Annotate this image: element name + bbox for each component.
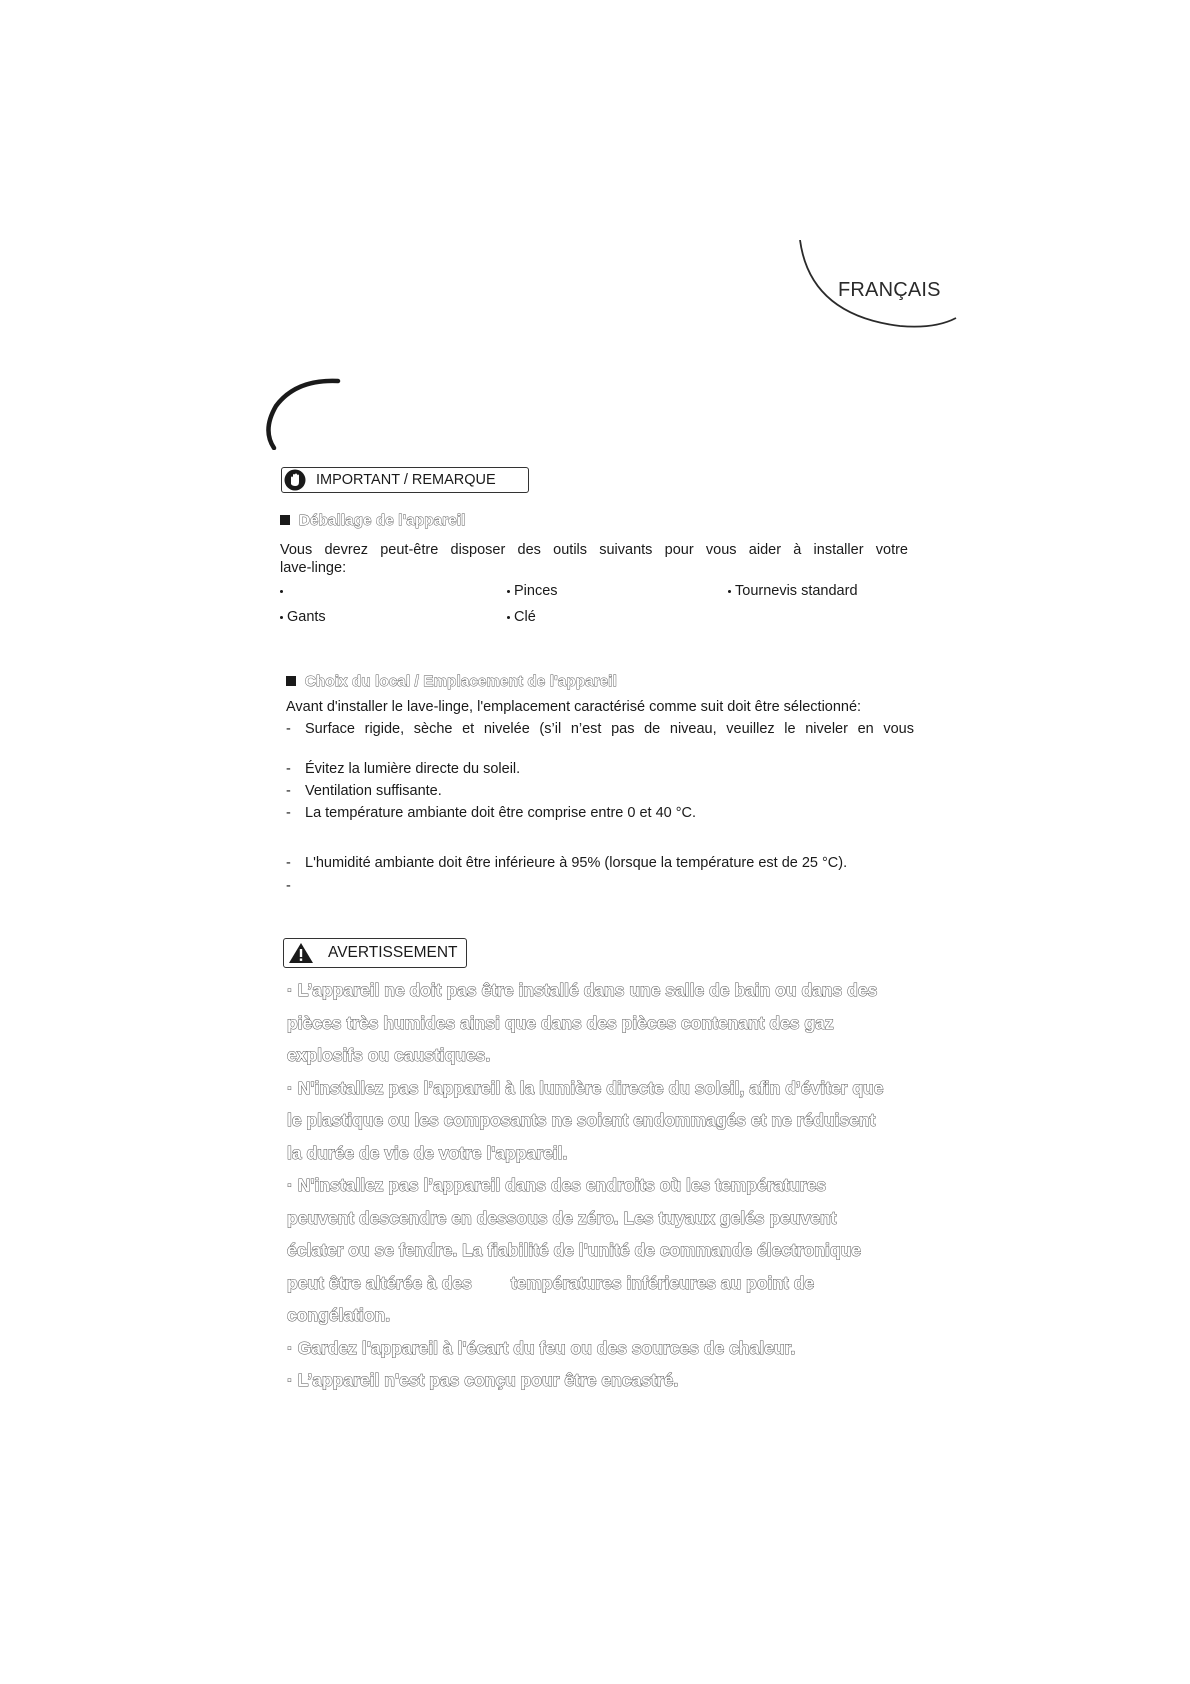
location-intro: Avant d'installer le lave-linge, l'emplacement caractérisé comme suit doit être sélectionné: [286,699,862,715]
warning-line: congélation. [287,1305,391,1325]
requirement-item: - [286,878,291,894]
language-label: FRANÇAIS [838,279,941,301]
location-heading: Choix du local / Emplacement de l'appareil [286,673,617,690]
warning-line: peut être altérée à des températures inférieures au point de [287,1273,815,1293]
unpacking-heading: Déballage de l'appareil [280,512,466,529]
tool-item: Pinces [507,583,558,599]
requirement-item: - Surface rigide, sèche et nivelée (s’il n’est pas de niveau, veuillez le niveler en vous [286,721,914,737]
warning-line: · L’appareil n'est pas conçu pour être encastré. [287,1370,679,1390]
warning-line: peuvent descendre en dessous de zéro. Les tuyaux gelés peuvent [287,1208,837,1228]
requirement-item: - Ventilation suffisante. [286,783,442,799]
warning-triangle-icon [288,942,314,964]
warning-line: le plastique ou les composants ne soient endommagés et ne réduisent [287,1110,876,1130]
warning-notice-label: AVERTISSEMENT [328,944,458,961]
bullet-icon [507,616,510,619]
tool-item: Gants [280,609,326,625]
requirement-item: - Évitez la lumière directe du soleil. [286,761,521,777]
requirement-item: - L'humidité ambiante doit être inférieure à 95% (lorsque la température est de 25 °C). [286,855,848,871]
bullet-icon [280,590,283,593]
bullet-icon [507,590,510,593]
tool-item: Tournevis standard [728,583,858,599]
tool-item [280,583,287,599]
warning-line: explosifs ou caustiques. [287,1045,491,1065]
warning-line: · Gardez l'appareil à l'écart du feu ou des sources de chaleur. [287,1338,796,1358]
tool-item: Clé [507,609,536,625]
unpacking-intro-line1: Vous devrez peut-être disposer des outils suivants pour vous aider à installer votre [280,542,908,558]
warning-line: · L’appareil ne doit pas être installé dans une salle de bain ou dans des [287,980,878,1000]
requirement-item: - La température ambiante doit être comprise entre 0 et 40 °C. [286,805,697,821]
warning-line: · N'installez pas l’appareil à la lumière directe du soleil, afin d’éviter que [287,1078,884,1098]
unpacking-intro-line2: lave-linge: [280,560,347,576]
warning-line: la durée de vie de votre l'appareil. [287,1143,568,1163]
stop-hand-icon [284,469,306,491]
warning-line: éclater ou se fendre. La fiabilité de l'unité de commande électronique [287,1240,862,1260]
square-bullet-icon [286,676,296,686]
important-notice-label: IMPORTANT / REMARQUE [316,472,496,488]
warning-line: · N'installez pas l’appareil dans des endroits où les températures [287,1175,827,1195]
section-corner-arc [262,378,342,450]
square-bullet-icon [280,515,290,525]
warning-line: pièces très humides ainsi que dans des pièces contenant des gaz [287,1013,834,1033]
important-notice-box [281,467,529,493]
bullet-icon [280,616,283,619]
warning-notice-box [283,938,467,968]
bullet-icon [728,590,731,593]
